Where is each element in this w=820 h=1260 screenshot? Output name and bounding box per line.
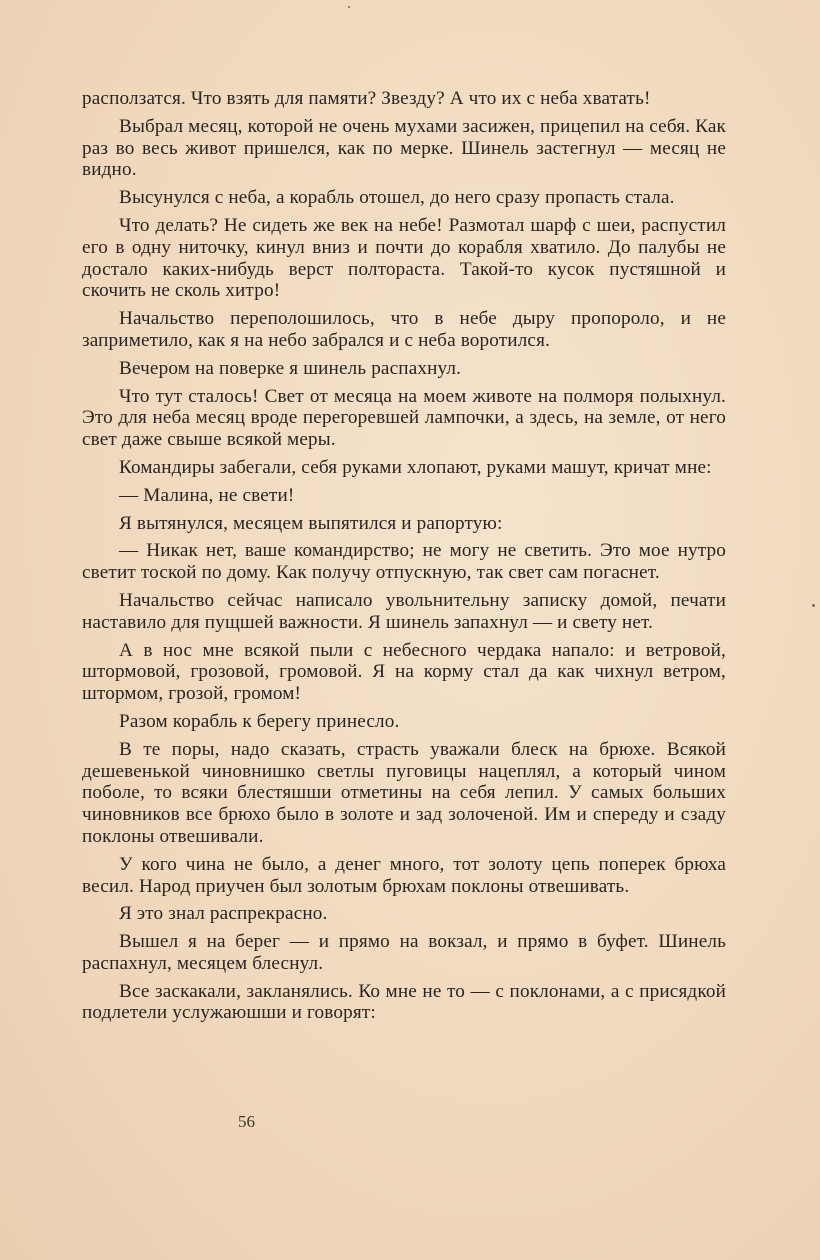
- paragraph-5: Начальство переполошилось, что в небе дыру пропороло, и не заприметило, как я на небо забрался и с неба воротился.: [82, 308, 726, 351]
- paragraph-7: Что тут сталось! Свет от месяца на моем животе на полморя полыхнул. Это для неба месяц вроде перегоревшей лампочки, а здесь, на земле, от него свет даже свыше всякой меры.: [82, 385, 726, 451]
- page-number: 56: [238, 1112, 255, 1131]
- paragraph-1: расползатся. Что взять для памяти? Звезду? А что их с неба хватать!: [82, 88, 651, 109]
- paragraph-17: Я это знал распрекрасно.: [119, 903, 328, 925]
- paragraph-14: Разом корабль к берегу принесло.: [119, 710, 400, 732]
- paragraph-6: Вечером на поверке я шинель распахнул.: [119, 357, 462, 379]
- paragraph-2: Выбрал месяц, которой не очень мухами засижен, прицепил на себя. Как раз во весь живот пришелся, как по мерке. Шинель застегнул — месяц не видно.: [82, 115, 726, 181]
- book-page-text: [82, 88, 726, 1188]
- paragraph-18: Вышел я на берег — и прямо на вокзал, и прямо в буфет. Шинель распахнул, месяцем блеснул.: [82, 931, 726, 974]
- paper-speck: [348, 6, 350, 8]
- paragraph-15: В те поры, надо сказать, страсть уважали блеск на брюхе. Всякой дешевенькой чиновнишко светлы пуговицы нацеплял, а который чином поболе, то всяки блестяшши отметины на себя лепил. У самых больших чиновников все брюхо было в золоте и зад золоченой. Им и спереду и сзаду поклоны отвешивали.: [82, 738, 726, 847]
- paragraph-11: — Никак нет, ваше командирство; не могу не светить. Это мое нутро светит тоской по дому. Как получу отпускную, так свет сам погаснет.: [82, 540, 726, 584]
- paper-speck: [812, 604, 815, 607]
- paragraph-8: Командиры забегали, себя руками хлопают, руками машут, кричат мне:: [119, 456, 712, 478]
- paragraph-19: Все заскакали, закланялись. Ко мне не то — с поклонами, а с присядкой подлетели услужаюшши и говорят:: [82, 980, 726, 1024]
- paragraph-16: У кого чина не было, а денег много, тот золоту цепь поперек брюха весил. Народ приучен был золотым брюхам поклоны отвешивать.: [82, 853, 726, 897]
- paragraph-13: А в нос мне всякой пыли с небесного чердака напало: и ветровой, штормовой, грозовой, громовой. Я на корму стал да как чихнул ветром, штормом, грозой, громом!: [82, 639, 726, 705]
- paragraph-10: Я вытянулся, месяцем выпятился и рапортую:: [119, 512, 503, 534]
- paragraph-4: Что делать? Не сидеть же век на небе! Размотал шарф с шеи, распустил его в одну ниточку, кинул вниз и почти до корабля хватило. До палубы не достало каких-нибудь верст полтораста. Такой-то кусок пустяшной и скочить не сколь хитро!: [82, 214, 726, 302]
- paragraph-9: — Малина, не свети!: [119, 484, 295, 506]
- paragraph-12: Начальство сейчас написало увольнительну записку домой, печати наставило для пущшей важности. Я шинель запахнул — и свету нет.: [82, 589, 726, 633]
- paragraph-3: Высунулся с неба, а корабль отошел, до него сразу пропасть стала.: [119, 187, 675, 209]
